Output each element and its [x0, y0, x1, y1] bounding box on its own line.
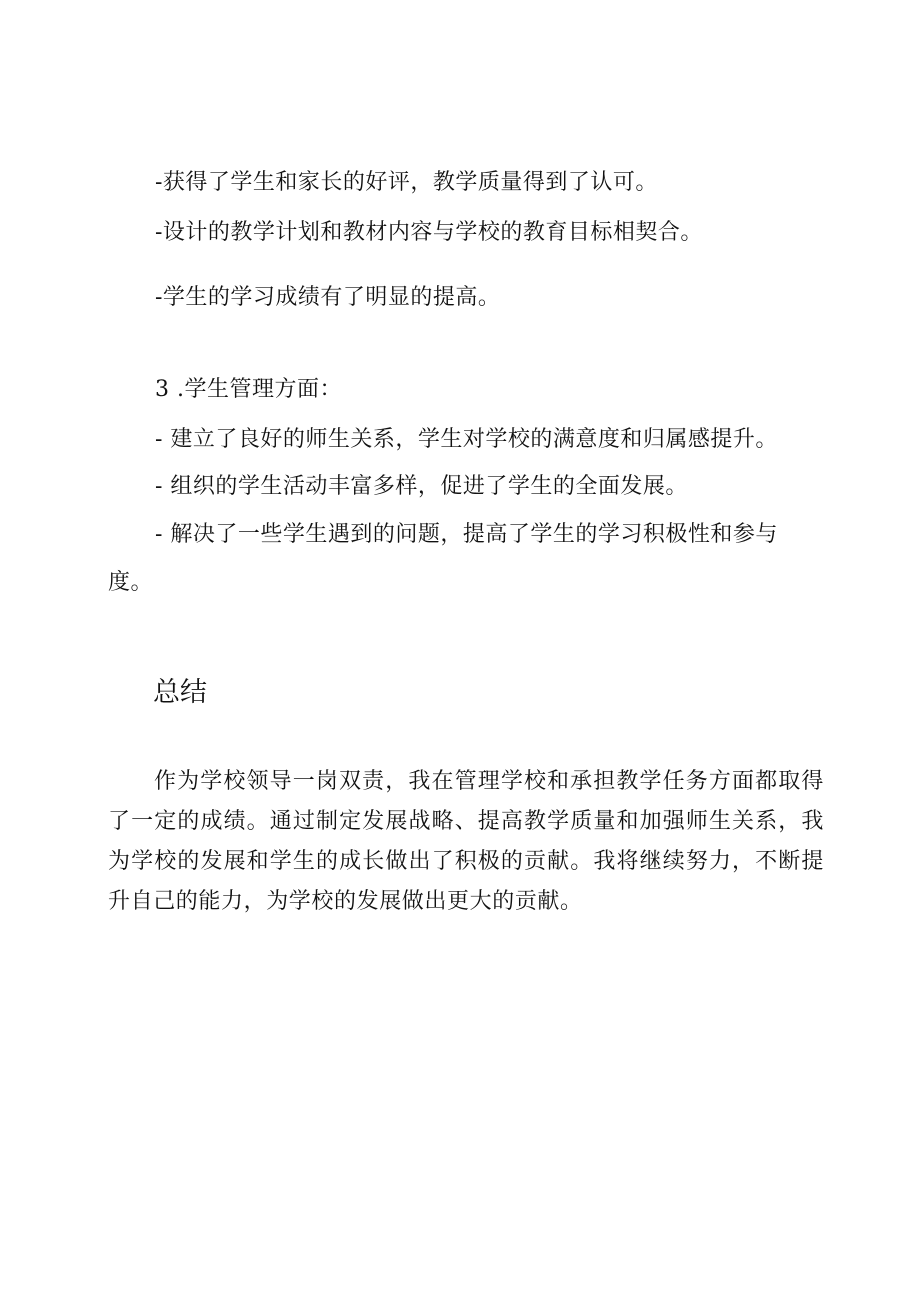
list-item: - 组织的学生活动丰富多样，促进了学生的全面发展。 [155, 474, 688, 499]
summary-heading: 总结 [153, 677, 207, 708]
list-item: -获得了学生和家长的好评，教学质量得到了认可。 [155, 170, 658, 195]
section-title: 3 .学生管理方面： [155, 377, 342, 402]
summary-paragraph: 作为学校领导一岗双责，我在管理学校和承担教学任务方面都取得了一定的成绩。通过制定发展战略、提高教学质量和加强师生关系，我为学校的发展和学生的成长做出了积极的贡献。我将继续努力，不断提升自己的能力，为学校的发展做出更大的贡献。 [108, 769, 824, 914]
list-item: -设计的教学计划和教材内容与学校的教育目标相契合。 [155, 220, 703, 245]
list-item: -学生的学习成绩有了明显的提高。 [155, 285, 501, 310]
list-item: - 解决了一些学生遇到的问题，提高了学生的学习积极性和参与 [155, 522, 778, 547]
list-item-continuation: 度。 [108, 570, 154, 595]
list-item: - 建立了良好的师生关系，学生对学校的满意度和归属感提升。 [155, 427, 778, 452]
